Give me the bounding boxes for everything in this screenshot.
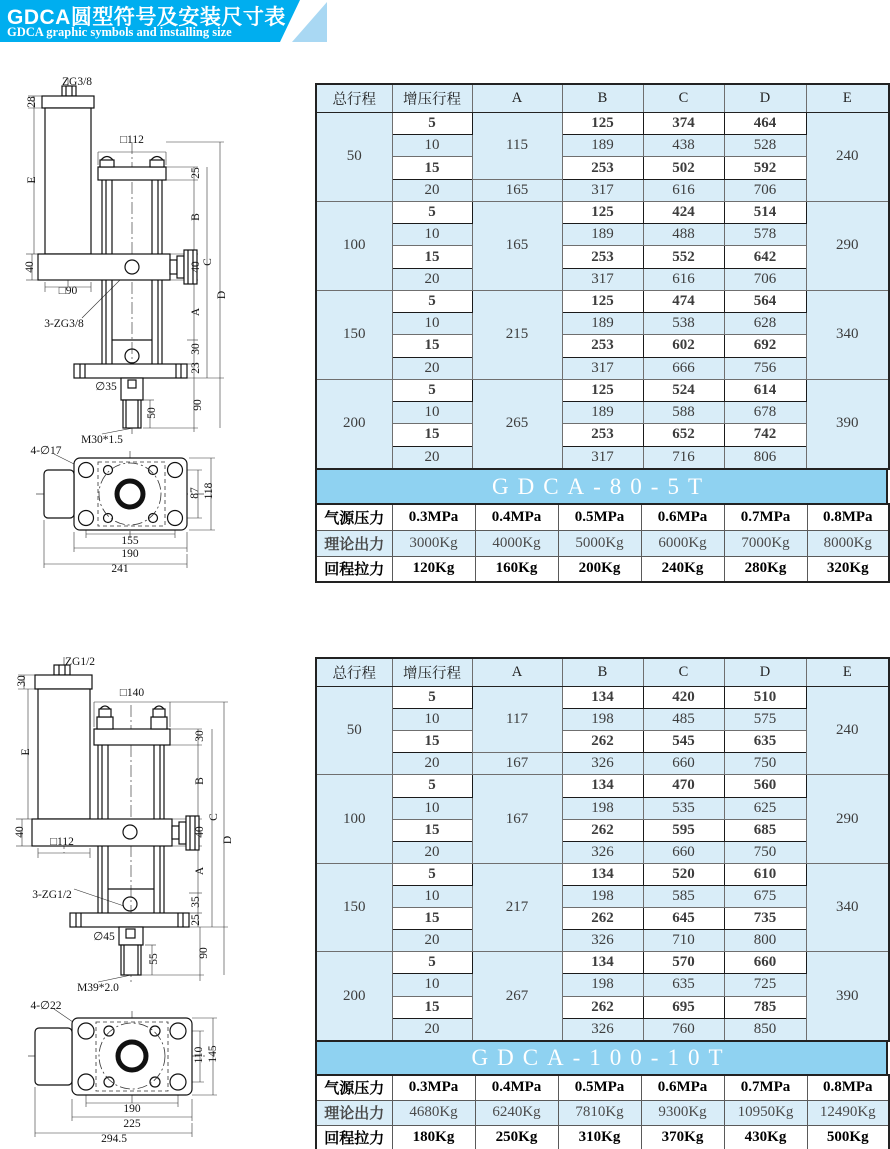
dim-c-cell: 695 [643,996,724,1018]
dimension-label: C [208,813,220,821]
dim-c-cell: 645 [643,908,724,930]
dim-c-cell: 538 [643,313,724,335]
column-header: 增压行程 [392,658,472,687]
dim-b-cell: 262 [562,908,643,930]
spec-row-label: 理论出力 [316,530,392,556]
dimension-table [315,83,890,470]
booster-stroke-cell: 20 [392,446,472,469]
spec-value-cell: 200Kg [558,556,641,582]
dim-c-cell: 666 [643,357,724,379]
spec-value-cell: 10950Kg [724,1100,807,1125]
spec-value-cell: 120Kg [392,556,475,582]
dim-b-cell: 189 [562,135,643,157]
dimension-label: 90 [198,947,210,959]
dimension-label: 225 [123,1118,141,1130]
spec-value-cell: 4000Kg [475,530,558,556]
dim-c-cell: 488 [643,224,724,246]
spec-value-cell: 3000Kg [392,530,475,556]
dim-b-cell: 198 [562,885,643,907]
dim-d-cell: 735 [724,908,806,930]
dim-d-cell: 692 [724,335,806,357]
dim-e-cell: 340 [806,290,889,379]
dim-d-cell: 750 [724,753,806,775]
dim-d-cell: 564 [724,290,806,312]
dim-a-cell: 115 [472,113,562,180]
dim-c-cell: 485 [643,709,724,731]
booster-stroke-cell: 10 [392,135,472,157]
dimension-label: 190 [123,1103,141,1115]
dimension-label: ∅35 [95,381,117,393]
dimension-label: □90 [58,285,78,297]
page-subtitle: GDCA graphic symbols and installing size [7,25,232,39]
dim-b-cell: 125 [562,113,643,135]
dim-a-cell: 165 [472,179,562,201]
dim-c-cell: 602 [643,335,724,357]
dim-c-cell: 660 [643,753,724,775]
total-stroke-cell: 200 [316,379,392,469]
dim-c-cell: 470 [643,775,724,797]
dim-b-cell: 198 [562,709,643,731]
booster-stroke-cell: 20 [392,357,472,379]
spec-value-cell: 9300Kg [641,1100,724,1125]
booster-stroke-cell: 15 [392,157,472,179]
column-header: 总行程 [316,658,392,687]
booster-stroke-cell: 5 [392,201,472,223]
dim-c-cell: 520 [643,863,724,885]
page-header [0,0,327,42]
dimension-label: 3-ZG3/8 [44,318,84,330]
spec-value-cell: 0.3MPa [392,504,475,530]
dimension-label: A [190,307,202,317]
dim-d-cell: 614 [724,379,806,401]
booster-stroke-cell: 10 [392,709,472,731]
column-header: D [724,84,806,113]
dimension-label: 145 [207,1045,219,1063]
spec-value-cell: 280Kg [724,556,807,582]
dimension-label: 90 [192,399,204,411]
dim-b-cell: 253 [562,335,643,357]
dimension-label: ZG1/2 [64,656,96,668]
column-header: A [472,658,562,687]
dim-a-cell: 265 [472,379,562,469]
dimension-label: 30 [190,343,202,355]
dimension-label: 30 [16,675,28,687]
dim-d-cell: 685 [724,819,806,841]
dimension-label: ∅45 [93,931,115,943]
dim-c-cell: 710 [643,930,724,952]
total-stroke-cell: 50 [316,687,392,775]
dim-c-cell: 635 [643,974,724,996]
dim-d-cell: 706 [724,179,806,201]
dim-c-cell: 535 [643,797,724,819]
dim-e-cell: 340 [806,863,889,951]
dimension-table-block-gdca-80 [315,83,888,583]
dim-d-cell: 610 [724,863,806,885]
dimension-label: 110 [193,1046,205,1064]
dim-b-cell: 262 [562,996,643,1018]
dim-d-cell: 464 [724,113,806,135]
dimension-label: M30*1.5 [81,434,123,446]
dim-c-cell: 552 [643,246,724,268]
column-header: 增压行程 [392,84,472,113]
dimension-label: 40 [194,826,206,838]
column-header: B [562,84,643,113]
spec-value-cell: 0.7MPa [724,504,807,530]
dim-d-cell: 660 [724,952,806,974]
booster-stroke-cell: 5 [392,379,472,401]
dim-a-cell: 167 [472,753,562,775]
dimension-label: 40 [190,261,202,273]
dim-c-cell: 424 [643,201,724,223]
dimension-label: 118 [203,482,215,500]
dimension-label: 28 [26,96,38,108]
dimension-label: ZG3/8 [61,76,93,88]
total-stroke-cell: 150 [316,290,392,379]
spec-table [315,1074,890,1149]
dim-a-cell: 165 [472,201,562,290]
column-header: D [724,658,806,687]
dimension-label: B [194,777,206,785]
technical-drawing-gdca-100 [2,645,312,1149]
dim-d-cell: 678 [724,402,806,424]
dim-e-cell: 290 [806,201,889,290]
dim-e-cell: 240 [806,113,889,202]
spec-row-label: 回程拉力 [316,1125,392,1149]
booster-stroke-cell: 10 [392,885,472,907]
booster-stroke-cell: 15 [392,819,472,841]
spec-value-cell: 0.3MPa [392,1075,475,1100]
dimension-label: 4-∅17 [30,445,62,457]
dim-d-cell: 625 [724,797,806,819]
booster-stroke-cell: 20 [392,1018,472,1041]
dim-b-cell: 198 [562,797,643,819]
dim-d-cell: 514 [724,201,806,223]
dim-c-cell: 545 [643,731,724,753]
spec-value-cell: 320Kg [807,556,889,582]
total-stroke-cell: 50 [316,113,392,202]
dim-d-cell: 642 [724,246,806,268]
column-header: C [643,658,724,687]
dim-b-cell: 125 [562,379,643,401]
spec-value-cell: 430Kg [724,1125,807,1149]
booster-stroke-cell: 20 [392,753,472,775]
spec-value-cell: 0.6MPa [641,1075,724,1100]
dim-d-cell: 706 [724,268,806,290]
spec-value-cell: 0.5MPa [558,1075,641,1100]
dimension-label: 30 [194,730,206,742]
dim-c-cell: 438 [643,135,724,157]
dim-e-cell: 390 [806,952,889,1041]
dim-d-cell: 560 [724,775,806,797]
dim-a-cell: 167 [472,775,562,863]
dim-b-cell: 198 [562,974,643,996]
spec-value-cell: 5000Kg [558,530,641,556]
spec-value-cell: 0.4MPa [475,1075,558,1100]
spec-value-cell: 0.8MPa [807,504,889,530]
dimension-label: 35 [190,896,202,908]
dim-d-cell: 750 [724,841,806,863]
dimension-label: E [20,748,32,756]
dim-b-cell: 317 [562,357,643,379]
dimension-label: 155 [121,535,139,547]
booster-stroke-cell: 5 [392,775,472,797]
spec-value-cell: 250Kg [475,1125,558,1149]
booster-stroke-cell: 15 [392,246,472,268]
model-banner [315,470,888,503]
dim-d-cell: 592 [724,157,806,179]
dimension-label: □112 [120,134,144,146]
dimension-label: □140 [119,687,145,699]
dimension-label: C [202,258,214,266]
booster-stroke-cell: 5 [392,687,472,709]
dim-c-cell: 595 [643,819,724,841]
spec-value-cell: 370Kg [641,1125,724,1149]
dimension-label: E [26,176,38,184]
booster-stroke-cell: 15 [392,996,472,1018]
dimension-label: 190 [121,548,139,560]
technical-drawing-gdca-80 [2,72,312,584]
dimension-label: B [190,213,202,221]
dim-b-cell: 189 [562,402,643,424]
dimension-label: 25 [190,167,202,179]
dim-b-cell: 134 [562,687,643,709]
dim-c-cell: 524 [643,379,724,401]
booster-stroke-cell: 20 [392,179,472,201]
booster-stroke-cell: 15 [392,731,472,753]
dim-e-cell: 390 [806,379,889,469]
dim-c-cell: 374 [643,113,724,135]
dim-b-cell: 326 [562,930,643,952]
spec-row-label: 理论出力 [316,1100,392,1125]
spec-value-cell: 8000Kg [807,530,889,556]
dim-d-cell: 756 [724,357,806,379]
dim-c-cell: 585 [643,885,724,907]
dimension-label: A [194,866,206,876]
dim-d-cell: 785 [724,996,806,1018]
column-header: 总行程 [316,84,392,113]
dim-d-cell: 528 [724,135,806,157]
dim-c-cell: 716 [643,446,724,469]
dim-d-cell: 725 [724,974,806,996]
dim-b-cell: 262 [562,819,643,841]
spec-row-label: 气源压力 [316,504,392,530]
dim-e-cell: 240 [806,687,889,775]
dim-c-cell: 474 [643,290,724,312]
spec-row-label: 回程拉力 [316,556,392,582]
dim-d-cell: 850 [724,1018,806,1041]
dim-b-cell: 262 [562,731,643,753]
dim-d-cell: 675 [724,885,806,907]
dim-d-cell: 578 [724,224,806,246]
dim-b-cell: 134 [562,775,643,797]
booster-stroke-cell: 10 [392,313,472,335]
dim-b-cell: 253 [562,157,643,179]
dimension-label: 87 [189,487,201,499]
dim-d-cell: 628 [724,313,806,335]
total-stroke-cell: 100 [316,775,392,863]
spec-value-cell: 240Kg [641,556,724,582]
booster-stroke-cell: 5 [392,113,472,135]
dim-b-cell: 253 [562,246,643,268]
dimension-label: 241 [111,563,129,575]
booster-stroke-cell: 15 [392,908,472,930]
dim-b-cell: 317 [562,268,643,290]
dim-c-cell: 502 [643,157,724,179]
dim-c-cell: 570 [643,952,724,974]
booster-stroke-cell: 20 [392,841,472,863]
dimension-label: 3-ZG1/2 [32,889,72,901]
booster-stroke-cell: 10 [392,224,472,246]
spec-value-cell: 180Kg [392,1125,475,1149]
booster-stroke-cell: 15 [392,424,472,446]
dim-b-cell: 125 [562,201,643,223]
dimension-label: M39*2.0 [77,982,119,994]
dimension-label: 50 [146,407,158,419]
column-header: E [806,84,889,113]
spec-value-cell: 7810Kg [558,1100,641,1125]
dim-d-cell: 742 [724,424,806,446]
dim-a-cell: 215 [472,290,562,379]
dim-a-cell: 117 [472,687,562,753]
column-header: A [472,84,562,113]
column-header: C [643,84,724,113]
dim-c-cell: 760 [643,1018,724,1041]
dimension-label: 4-∅22 [30,1000,62,1012]
dimension-label: D [222,835,234,845]
dim-c-cell: 420 [643,687,724,709]
dim-b-cell: 317 [562,179,643,201]
dim-b-cell: 253 [562,424,643,446]
dim-d-cell: 806 [724,446,806,469]
dim-c-cell: 588 [643,402,724,424]
dimension-label: 294.5 [101,1133,127,1145]
spec-value-cell: 500Kg [807,1125,889,1149]
page-title: GDCA圆型符号及安装尺寸表 [7,6,286,29]
spec-value-cell: 0.6MPa [641,504,724,530]
dimension-label: 25 [190,914,202,926]
spec-table [315,503,890,583]
dim-c-cell: 652 [643,424,724,446]
booster-stroke-cell: 5 [392,290,472,312]
dim-b-cell: 326 [562,1018,643,1041]
dim-b-cell: 189 [562,313,643,335]
booster-stroke-cell: 20 [392,930,472,952]
dimension-label: 40 [24,261,36,273]
dim-b-cell: 326 [562,753,643,775]
total-stroke-cell: 150 [316,863,392,951]
booster-stroke-cell: 10 [392,402,472,424]
total-stroke-cell: 100 [316,201,392,290]
spec-value-cell: 310Kg [558,1125,641,1149]
booster-stroke-cell: 20 [392,268,472,290]
booster-stroke-cell: 10 [392,797,472,819]
dimension-label: 23 [190,362,202,374]
total-stroke-cell: 200 [316,952,392,1041]
dim-c-cell: 616 [643,179,724,201]
spec-value-cell: 0.5MPa [558,504,641,530]
dim-d-cell: 800 [724,930,806,952]
dimension-label: D [216,290,228,300]
column-header: B [562,658,643,687]
dim-a-cell: 267 [472,952,562,1041]
column-header: E [806,658,889,687]
dimension-label: 40 [14,826,26,838]
spec-value-cell: 0.7MPa [724,1075,807,1100]
dim-d-cell: 575 [724,709,806,731]
model-banner [315,1042,888,1074]
spec-value-cell: 7000Kg [724,530,807,556]
dim-d-cell: 635 [724,731,806,753]
dimension-table-block-gdca-100 [315,657,888,1149]
model-name: GDCA-100-10T [315,1042,888,1074]
spec-value-cell: 0.4MPa [475,504,558,530]
spec-value-cell: 12490Kg [807,1100,889,1125]
dim-d-cell: 510 [724,687,806,709]
booster-stroke-cell: 10 [392,974,472,996]
dim-b-cell: 317 [562,446,643,469]
spec-value-cell: 0.8MPa [807,1075,889,1100]
dimension-table [315,657,890,1042]
model-name: GDCA-80-5T [315,470,888,503]
dim-b-cell: 125 [562,290,643,312]
dim-b-cell: 134 [562,863,643,885]
dim-c-cell: 660 [643,841,724,863]
spec-value-cell: 6000Kg [641,530,724,556]
spec-row-label: 气源压力 [316,1075,392,1100]
dimension-label: □112 [50,836,74,848]
booster-stroke-cell: 15 [392,335,472,357]
spec-value-cell: 6240Kg [475,1100,558,1125]
dim-b-cell: 189 [562,224,643,246]
spec-value-cell: 160Kg [475,556,558,582]
dim-e-cell: 290 [806,775,889,863]
dimension-label: 55 [148,953,160,965]
dim-a-cell: 217 [472,863,562,951]
dim-b-cell: 326 [562,841,643,863]
booster-stroke-cell: 5 [392,863,472,885]
dim-b-cell: 134 [562,952,643,974]
dim-c-cell: 616 [643,268,724,290]
spec-value-cell: 4680Kg [392,1100,475,1125]
booster-stroke-cell: 5 [392,952,472,974]
